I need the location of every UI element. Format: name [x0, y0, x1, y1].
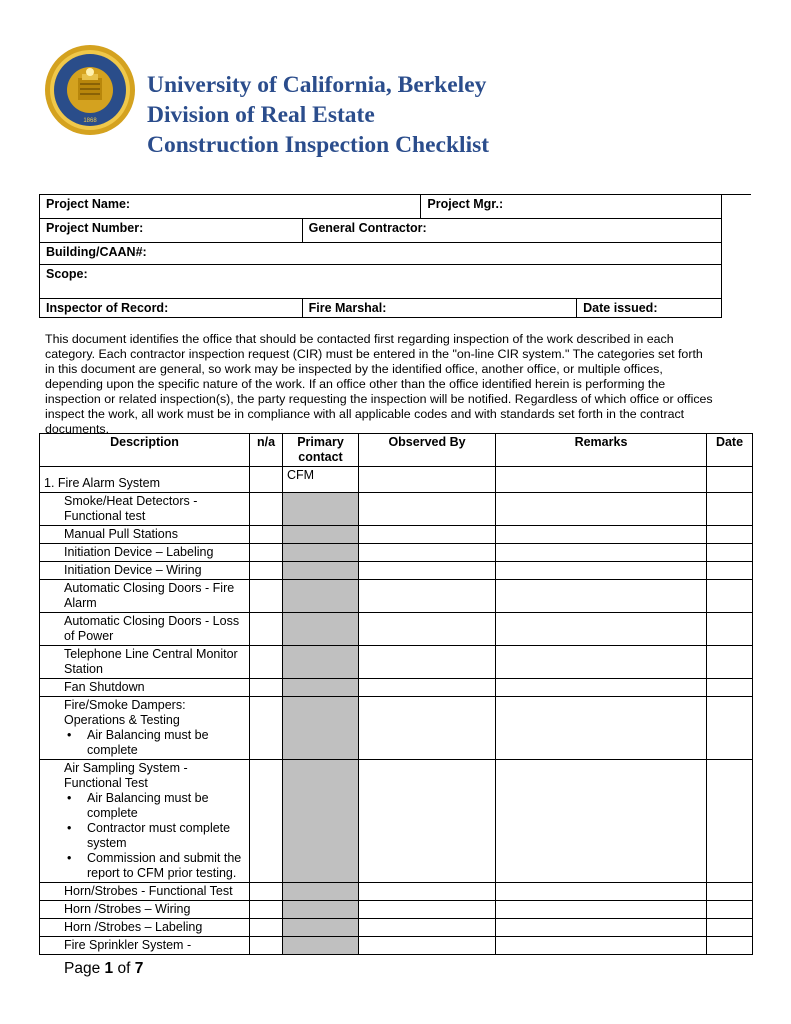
date-cell[interactable]: [707, 679, 753, 697]
primary-contact-cell[interactable]: [283, 493, 359, 526]
na-cell[interactable]: [250, 760, 283, 883]
date-cell[interactable]: [707, 613, 753, 646]
primary-contact-cell[interactable]: [283, 562, 359, 580]
item-description: [40, 760, 250, 883]
date-cell[interactable]: [707, 883, 753, 901]
item-bullet: • Commission and submit the report to CFM prior testing.: [87, 851, 245, 881]
na-cell[interactable]: [250, 646, 283, 679]
observed-by-cell[interactable]: [359, 883, 496, 901]
checklist-row: [40, 526, 753, 544]
primary-contact-cell[interactable]: [283, 646, 359, 679]
remarks-cell[interactable]: [496, 697, 707, 760]
na-cell[interactable]: [250, 467, 283, 493]
date-cell[interactable]: [707, 562, 753, 580]
remarks-cell[interactable]: [496, 467, 707, 493]
item-label: Initiation Device – Labeling: [64, 545, 214, 559]
date-cell[interactable]: [707, 467, 753, 493]
primary-contact-cell: CFM: [283, 467, 359, 493]
remarks-cell[interactable]: [496, 562, 707, 580]
observed-by-cell[interactable]: [359, 467, 496, 493]
item-description: [40, 883, 250, 901]
na-cell[interactable]: [250, 901, 283, 919]
observed-by-cell[interactable]: [359, 919, 496, 937]
checklist-row: [40, 919, 753, 937]
primary-contact-cell[interactable]: [283, 883, 359, 901]
item-label: Horn /Strobes – Wiring: [64, 902, 191, 916]
title-line-university: University of California, Berkeley: [147, 72, 487, 98]
date-cell[interactable]: [707, 544, 753, 562]
title-line-division: Division of Real Estate: [147, 102, 375, 128]
observed-by-cell[interactable]: [359, 544, 496, 562]
primary-contact-cell[interactable]: [283, 526, 359, 544]
project-number-field[interactable]: Project Number:: [40, 219, 303, 243]
na-cell[interactable]: [250, 697, 283, 760]
item-label: Automatic Closing Doors - Fire Alarm: [64, 581, 235, 610]
header-na: n/a: [250, 434, 283, 467]
remarks-cell[interactable]: [496, 937, 707, 955]
item-description: [40, 646, 250, 679]
na-cell[interactable]: [250, 493, 283, 526]
item-description: [40, 697, 250, 760]
remarks-cell[interactable]: [496, 883, 707, 901]
item-label: Fire Sprinkler System -: [64, 938, 192, 952]
page-total: 7: [134, 960, 144, 977]
remarks-cell[interactable]: [496, 544, 707, 562]
primary-contact-cell[interactable]: [283, 760, 359, 883]
item-description: [40, 901, 250, 919]
remarks-cell[interactable]: [496, 646, 707, 679]
primary-contact-cell[interactable]: [283, 580, 359, 613]
date-cell[interactable]: [707, 493, 753, 526]
intro-paragraph: This document identifies the office that should be contacted first regarding inspection of the work described in each category. Each contractor inspection request (CIR) must be entered in the "on-line CIR system." The categories set forth in this document are general, so work may be inspected by the identified office, another office, or multiple offices, depending upon the specific nature of the work. If an office other than the office identified herein is performing the inspection or related inspection(s), the party requesting the inspection will be notified. Regardless of which office or offices inspect the work, all work must be in compliance with all applicable codes and with standards set forth in the contract documents.: [45, 332, 713, 436]
inspection-checklist-table: [39, 433, 753, 955]
primary-contact-cell[interactable]: [283, 697, 359, 760]
fire-marshal-field[interactable]: Fire Marshal:: [302, 299, 577, 318]
primary-contact-cell[interactable]: [283, 901, 359, 919]
of-word: of: [117, 960, 131, 977]
page-number: 1: [104, 960, 114, 977]
na-cell[interactable]: [250, 580, 283, 613]
observed-by-cell[interactable]: [359, 493, 496, 526]
primary-contact-cell[interactable]: [283, 937, 359, 955]
observed-by-cell[interactable]: [359, 562, 496, 580]
primary-contact-cell[interactable]: [283, 544, 359, 562]
na-cell[interactable]: [250, 526, 283, 544]
item-label: Automatic Closing Doors - Loss of Power: [64, 614, 240, 643]
date-issued-field[interactable]: Date issued:: [577, 299, 722, 318]
date-cell[interactable]: [707, 760, 753, 883]
project-name-field[interactable]: Project Name:: [40, 195, 421, 219]
observed-by-cell[interactable]: [359, 697, 496, 760]
remarks-cell[interactable]: [496, 919, 707, 937]
item-label: Initiation Device – Wiring: [64, 563, 202, 577]
observed-by-cell[interactable]: [359, 613, 496, 646]
remarks-cell[interactable]: [496, 580, 707, 613]
date-cell[interactable]: [707, 937, 753, 955]
item-description: [40, 613, 250, 646]
item-label: Smoke/Heat Detectors - Functional test: [64, 494, 198, 523]
observed-by-cell[interactable]: [359, 580, 496, 613]
item-label: Fire/Smoke Dampers: Operations & Testing: [64, 698, 186, 727]
header-remarks: Remarks: [496, 434, 707, 467]
item-label: Air Sampling System - Functional Test: [64, 761, 188, 790]
checklist-row: [40, 646, 753, 679]
date-cell[interactable]: [707, 580, 753, 613]
header-primary-contact: Primary contact: [283, 434, 359, 467]
remarks-cell[interactable]: [496, 760, 707, 883]
item-bullet-list: [64, 728, 245, 758]
na-cell[interactable]: [250, 679, 283, 697]
observed-by-cell[interactable]: [359, 901, 496, 919]
date-cell[interactable]: [707, 526, 753, 544]
document-title: [147, 70, 489, 160]
project-mgr-field[interactable]: Project Mgr.:: [421, 195, 722, 219]
checklist-row: [40, 562, 753, 580]
title-line-checklist: Construction Inspection Checklist: [147, 132, 490, 158]
remarks-cell[interactable]: [496, 526, 707, 544]
item-description: [40, 526, 250, 544]
item-label: Fan Shutdown: [64, 680, 145, 694]
date-cell[interactable]: [707, 646, 753, 679]
item-bullet-list: [64, 791, 245, 881]
university-seal-logo: [44, 44, 136, 136]
remarks-cell[interactable]: [496, 679, 707, 697]
item-description: [40, 544, 250, 562]
checklist-row: [40, 580, 753, 613]
primary-contact-cell[interactable]: [283, 919, 359, 937]
item-label: Horn /Strobes – Labeling: [64, 920, 203, 934]
item-bullet: • Air Balancing must be complete: [87, 791, 245, 821]
section-row: [40, 467, 753, 493]
item-label: Manual Pull Stations: [64, 527, 178, 541]
inspector-of-record-field[interactable]: Inspector of Record:: [40, 299, 303, 318]
checklist-row: [40, 937, 753, 955]
remarks-cell[interactable]: [496, 493, 707, 526]
project-info-table: [39, 194, 722, 318]
na-cell[interactable]: [250, 544, 283, 562]
na-cell[interactable]: [250, 562, 283, 580]
item-description: [40, 580, 250, 613]
date-cell[interactable]: [707, 919, 753, 937]
remarks-cell[interactable]: [496, 901, 707, 919]
checklist-header-row: [40, 434, 753, 467]
observed-by-cell[interactable]: [359, 679, 496, 697]
item-description: [40, 562, 250, 580]
header-observed-by: Observed By: [359, 434, 496, 467]
header-description: Description: [40, 434, 250, 467]
general-contractor-field[interactable]: General Contractor:: [302, 219, 721, 243]
checklist-row: [40, 901, 753, 919]
item-label: Telephone Line Central Monitor Station: [64, 647, 238, 676]
date-cell[interactable]: [707, 697, 753, 760]
na-cell[interactable]: [250, 937, 283, 955]
checklist-row: [40, 493, 753, 526]
item-description: [40, 937, 250, 955]
observed-by-cell[interactable]: [359, 937, 496, 955]
primary-contact-cell[interactable]: [283, 613, 359, 646]
info-table-extension-line: [722, 194, 751, 195]
page-footer: [64, 960, 143, 978]
item-description: [40, 493, 250, 526]
primary-contact-cell[interactable]: [283, 679, 359, 697]
checklist-row: [40, 697, 753, 760]
item-bullet: • Air Balancing must be complete: [87, 728, 245, 758]
na-cell[interactable]: [250, 613, 283, 646]
na-cell[interactable]: [250, 883, 283, 901]
item-label: Horn/Strobes - Functional Test: [64, 884, 233, 898]
remarks-cell[interactable]: [496, 613, 707, 646]
date-cell[interactable]: [707, 901, 753, 919]
svg-text:1868: 1868: [83, 118, 97, 124]
checklist-row: [40, 613, 753, 646]
observed-by-cell[interactable]: [359, 526, 496, 544]
page-word: Page: [64, 960, 101, 977]
building-caan-field[interactable]: Building/CAAN#:: [40, 243, 722, 265]
header-date: Date: [707, 434, 753, 467]
observed-by-cell[interactable]: [359, 646, 496, 679]
item-description: [40, 919, 250, 937]
item-bullet: • Contractor must complete system: [87, 821, 245, 851]
section-label: 1. Fire Alarm System: [40, 467, 250, 493]
na-cell[interactable]: [250, 919, 283, 937]
checklist-row: [40, 883, 753, 901]
scope-field[interactable]: Scope:: [40, 265, 722, 299]
checklist-row: [40, 760, 753, 883]
item-description: [40, 679, 250, 697]
observed-by-cell[interactable]: [359, 760, 496, 883]
checklist-row: [40, 544, 753, 562]
checklist-row: [40, 679, 753, 697]
